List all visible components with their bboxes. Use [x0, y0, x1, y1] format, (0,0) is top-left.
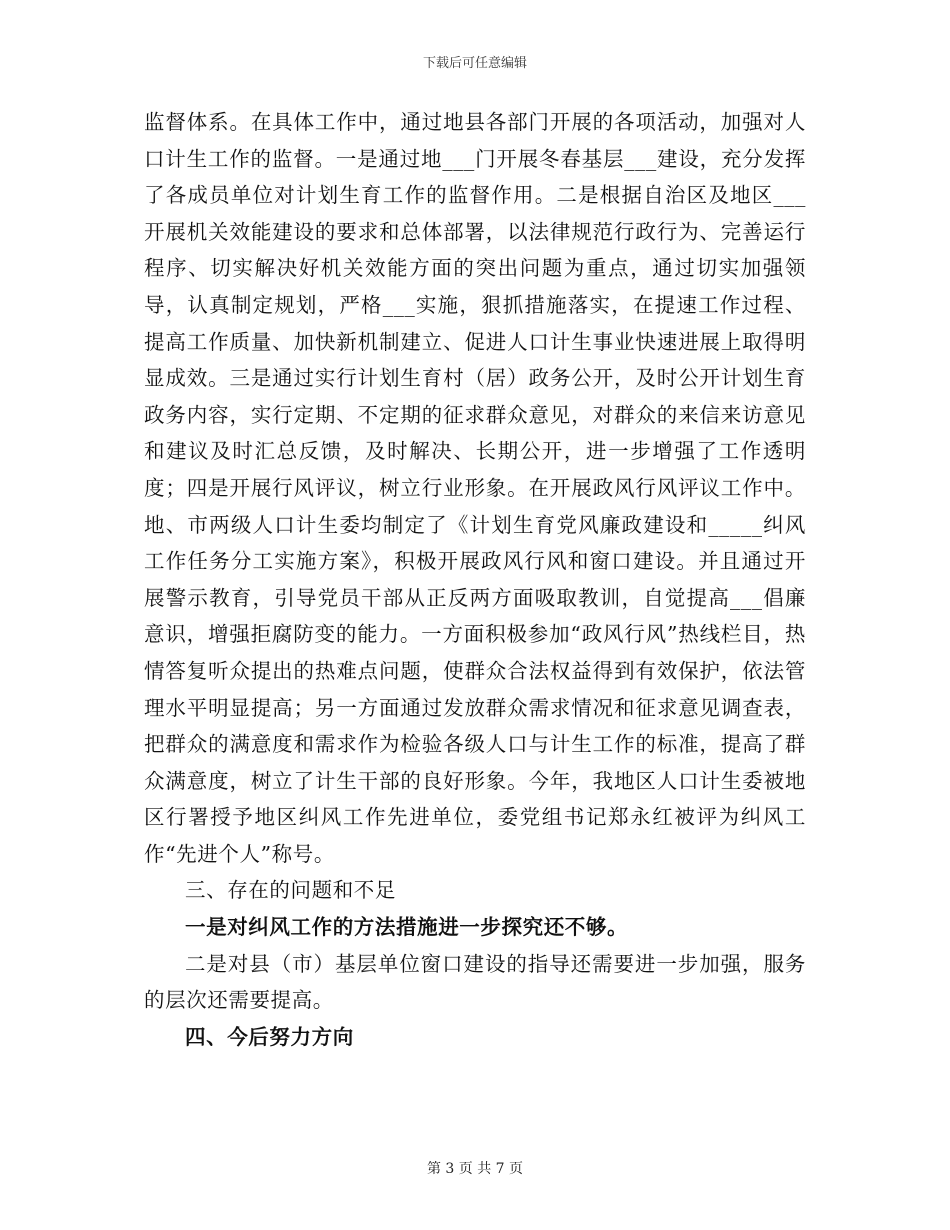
page-header-note: 下载后可任意编辑	[422, 56, 527, 71]
problem-point-2: 二是对县（市）基层单位窗口建设的指导还需要进一步加强，服务的层次还需要提高。	[144, 951, 806, 1013]
section-heading-problems: 三、存在的问题和不足	[185, 878, 396, 903]
problem-point-1: 一是对纠风工作的方法措施进一步探究还不够。	[185, 915, 629, 940]
paragraph-supervision-system: 监督体系。在具体工作中，通过地县各部门开展的各项活动，加强对人口计生工作的监督。一是通过地___门开展冬春基层___建设，充分发挥了各成员单位对计划生育工作的监督作用。二是根据自治区及地区___开展机关效能建设的要求和总体部署，以法律规范行政行为、完善运行程序、切实解决好机关效能方面的突出问题为重点，通过切实加强领导，认真制定规划，严格___实施，狠抓措施落实，在提速工作过程、提高工作质量、加快新机制建立、促进人口计生事业快速进展上取得明显成效。三是通过实行计划生育村（居）政务公开，及时公开计划生育政务内容，实行定期、不定期的征求群众意见，对群众的来信来访意见和建议及时汇总反馈，及时解决、长期公开，进一步增强了工作透明度；四是开展行风评议，树立行业形象。在开展政风行风评议工作中。地、市两级人口计生委均制定了《计划生育党风廉政建设和_____纠风工作任务分工实施方案》，积极开展政风行风和窗口建设。并且通过开展警示教育，引导党员干部从正反两方面吸取教训，自觉提高___倡廉意识，增强拒腐防变的能力。一方面积极参加“政风行风”热线栏目，热情答复听众提出的热难点问题，使群众合法权益得到有效保护，依法管理水平明显提高；另一方面通过发放群众需求情况和征求意见调查表，把群众的满意度和需求作为检验各级人口与计生工作的标准，提高了群众满意度，树立了计生干部的良好形象。今年，我地区人口计生委被地区行署授予地区纠风工作先进单位，委党组书记郑永红被评为纠风工作“先进个人”称号。	[144, 110, 806, 866]
document-body	[144, 104, 806, 1055]
section-heading-future-direction: 四、今后努力方向	[185, 1024, 354, 1049]
page-number: 第 3 页 共 7 页	[426, 1161, 524, 1177]
